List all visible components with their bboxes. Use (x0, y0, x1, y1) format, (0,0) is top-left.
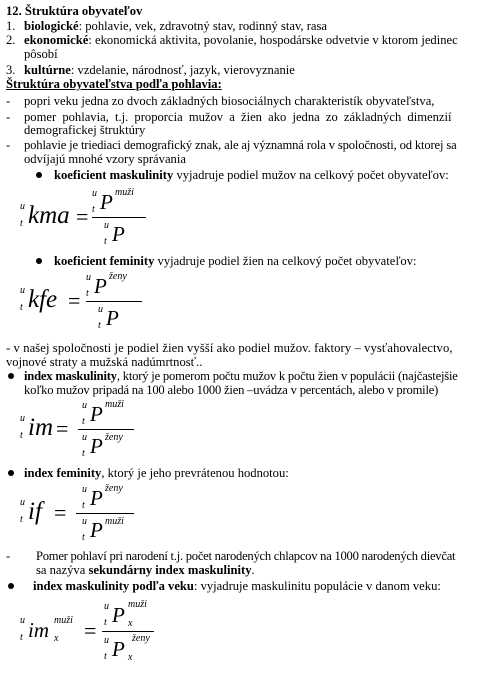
dash-marker: - (6, 549, 11, 563)
dash-item: pohlavie je triediaci demografický znak, ale aj významná rola v spoločnosti, od ktorej sa (24, 138, 457, 152)
note-line: - v našej spoločnosti je podiel žien vyšší ako podiel mužov. faktory – vysťahovalectvo, (6, 341, 453, 355)
list-item: 2. ekonomické: ekonomická aktivita, povolanie, hospodárske odvetvie v ktorom jedinec (6, 33, 458, 47)
bullet-icon (36, 172, 42, 178)
dash-marker: - (6, 110, 11, 124)
list-item: 3. kultúrne: vzdelanie, národnosť, jazyk, vierovyznanie (6, 63, 295, 77)
list-item: 1. biologické: pohlavie, vek, zdravotný stav, rodinný stav, rasa (6, 19, 328, 33)
fraction-bar (92, 217, 146, 218)
dash-marker: - (6, 94, 11, 108)
section-subheading: Štruktúra obyvateľstva podľa pohlavia: (6, 77, 222, 91)
dash-marker: - (6, 138, 11, 152)
equation-kfe: u t kfe = u t P ženy u t P (12, 270, 162, 334)
fraction-bar (102, 631, 154, 632)
dash-item: pomer pohlavia, t.j. proporcia mužov a žien ako jedna zo základných dimenzií (24, 110, 452, 124)
equation-imx: u t im muži x = u t P muži x u t P ženy x (12, 598, 182, 668)
dash-item-continuation: odvíjajú mnohé vzory správania (24, 152, 186, 166)
equation-kma: u t kma = u t P muži u t P (12, 186, 162, 250)
fraction-bar (76, 513, 134, 514)
fraction-bar (78, 429, 134, 430)
birth-ratio-text: Pomer pohlaví pri narodení t.j. počet narodených chlapcov na 1000 narodených dievčat (36, 549, 456, 563)
definition-imx: index maskulinity podľa veku: vyjadruje maskulinitu populácie v danom veku: (33, 579, 441, 593)
bullet-icon (36, 258, 42, 264)
equation-im: u t im = u t P muži u t P ženy (12, 398, 162, 462)
page-title: 12. Štruktúra obyvateľov (6, 4, 143, 18)
bullet-icon (8, 470, 14, 476)
definition-kma: koeficient maskulinity vyjadruje podiel mužov na celkový počet obyvateľov: (54, 168, 449, 182)
equation-if: u t if = u t P ženy u t P muži (12, 482, 162, 546)
definition-kfe: koeficient feminity vyjadruje podiel žien na celkový počet obyvateľov: (54, 254, 417, 268)
fraction-bar (86, 301, 142, 302)
dash-item: popri veku jedna zo dvoch základných biosociálnych charakteristík obyvateľstva, (24, 94, 435, 108)
list-item-continuation: pôsobí (24, 47, 58, 61)
definition-if: index feminity, ktorý je jeho prevrátenou hodnotou: (24, 466, 289, 480)
definition-im: index maskulinity, ktorý je pomerom počtu mužov k počtu žien v populácii (najčastejšie (24, 369, 458, 383)
bullet-icon (8, 583, 14, 589)
bullet-icon (8, 373, 14, 379)
birth-ratio-text: sa nazýva sekundárny index maskulinity. (36, 563, 255, 577)
note-line: vojnové straty a mužská nadúmrtnosť.. (6, 355, 203, 369)
dash-item-continuation: demografickej štruktúry (24, 123, 146, 137)
definition-im-continuation: koľko mužov pripadá na 100 alebo 1000 žien –uvádza v percentách, alebo v promile) (24, 383, 439, 397)
